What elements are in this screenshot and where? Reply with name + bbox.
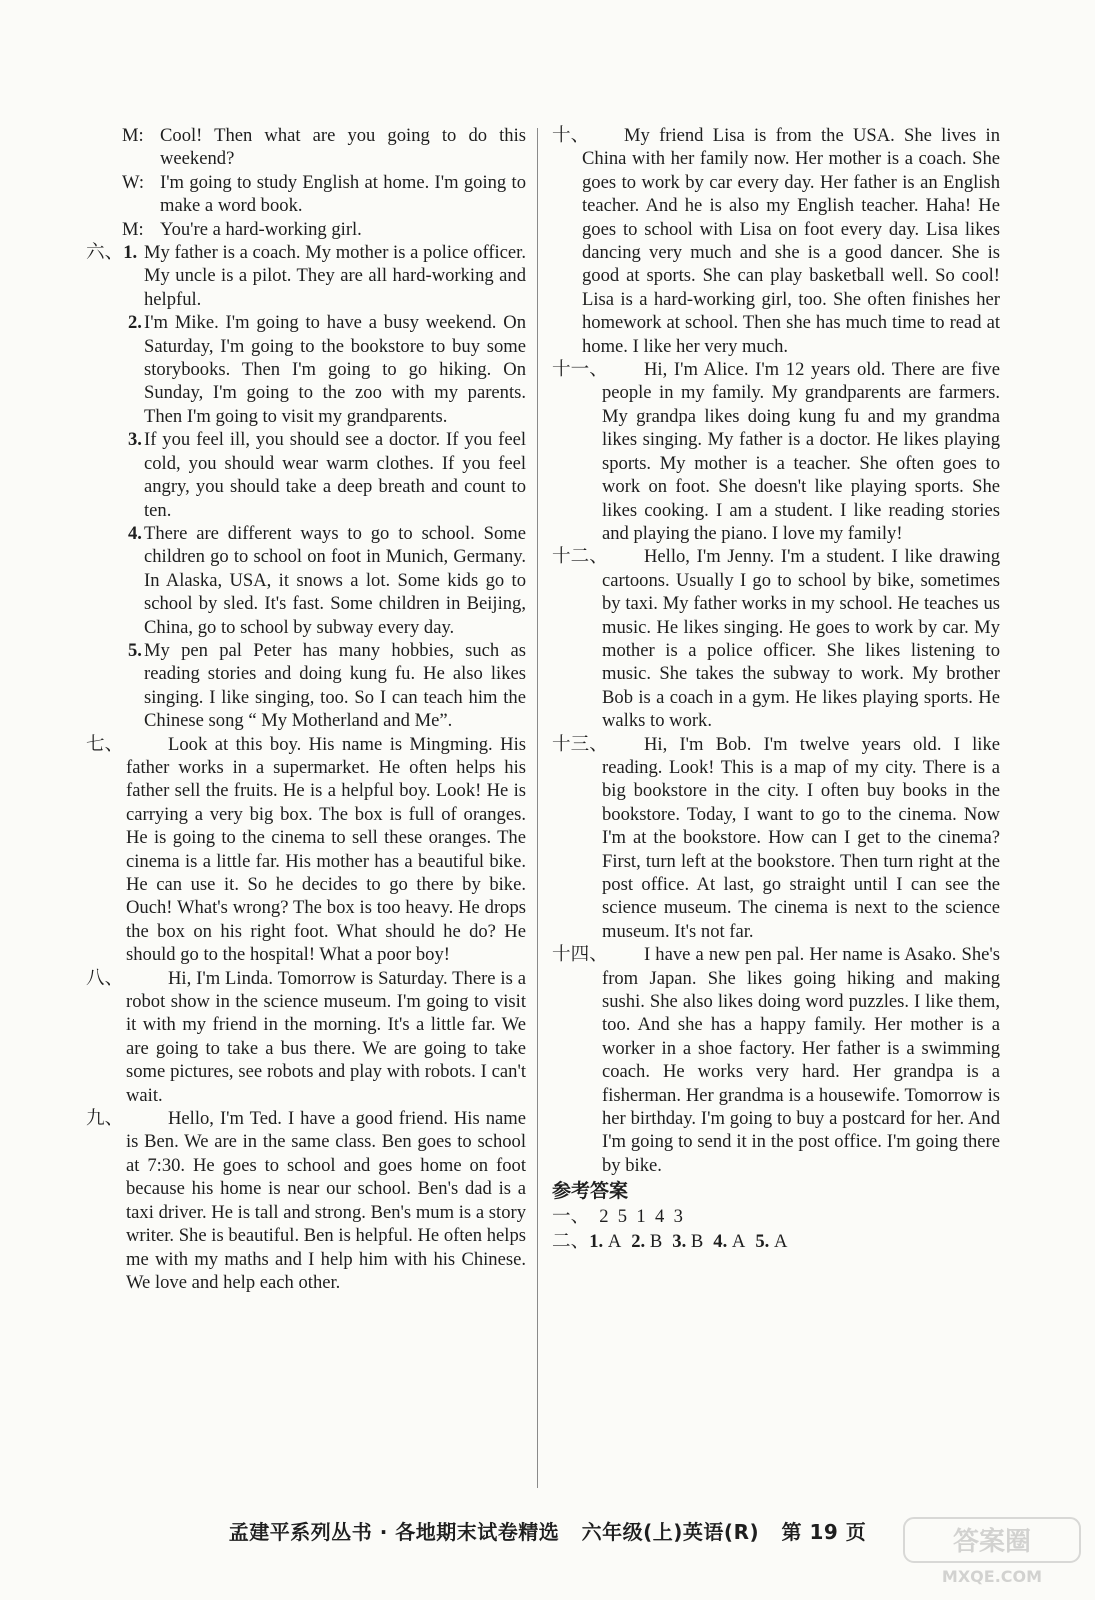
answer-item — [755, 1231, 787, 1252]
item-number: 5. — [128, 639, 142, 661]
section-marker: 十一、 — [552, 359, 608, 381]
passage-text: I have a new pen pal. Her name is Asako. She's from Japan. She likes going hiking and making sushi. She also likes doing word puzzles. I like them, too. And she has a happy family. Her mother is a worker in a shoe factory. Her father is a swimming coach. He works very hard. Her grandpa is a fisherman. Her grandma is a housewife. Tomorrow is her birthday. I'm going to buy a postcard for her. And I'm going to send it in the post office. I'm going there by bike. — [602, 944, 1000, 1176]
section-12 — [552, 545, 1000, 732]
dialogue-text: I'm going to study English at home. I'm going to make a word book. — [160, 171, 526, 217]
dialogue-text: Cool! Then what are you going to do this weekend? — [160, 125, 526, 170]
section-13 — [552, 733, 1000, 944]
section-marker: 十三、 — [552, 733, 608, 755]
section-marker: 六、 — [86, 242, 124, 264]
answer-item — [672, 1231, 703, 1252]
answers-row-2 — [552, 1229, 1000, 1254]
watermark-url: MXQE.COM — [941, 1567, 1043, 1586]
answers-row-1 — [552, 1204, 1000, 1229]
item-number: 1. — [589, 1231, 604, 1253]
section-6-item-1 — [86, 241, 526, 311]
section-marker: 八、 — [86, 967, 124, 989]
dialogue-text: You're a hard-working girl. — [160, 218, 362, 240]
section-marker: 一、 — [552, 1206, 590, 1228]
section-14 — [552, 943, 1000, 1177]
passage-text: Hello, I'm Jenny. I'm a student. I like drawing cartoons. Usually I go to school by bike, sometimes by taxi. My father works in my school. He teaches us music. He likes singing. He goes to work by car. My mother is a police officer. She likes listening to music. She takes the subway to work. My brother Bob is a coach in a gym. He likes playing sports. He walks to work. — [602, 546, 1000, 732]
item-number: 4. — [128, 522, 142, 544]
dialogue-line — [86, 171, 526, 218]
answer-letter: A — [773, 1231, 788, 1253]
left-column — [86, 124, 526, 1294]
section-8 — [86, 967, 526, 1107]
passage-text: My friend Lisa is from the USA. She lives in China with her family now. Her mother is a coach. She goes to work by car every day. Her father is an English teacher. And he is also my English teacher. Haha! He goes to school with Lisa on foot every day. Lisa likes dancing very much and she is a good dancer. She is good at sports. She can play basketball well. So cool! Lisa is a hard-working girl, too. She often finishes her homework at school. Then she has much time to read at home. I like her very much. — [582, 125, 1000, 357]
answer-text: 2 5 1 4 3 — [599, 1206, 683, 1228]
page-footer: 孟建平系列丛书 · 各地期末试卷精选 六年级(上)英语(R) 第 19 页 — [228, 1520, 867, 1544]
section-marker: 七、 — [86, 733, 124, 755]
watermark-logo — [900, 1510, 1085, 1590]
item-number: 1. — [123, 242, 138, 264]
item-text: My pen pal Peter has many hobbies, such as reading stories and doing kung fu. He also likes singing. I like singing, too. So I can teach him the Chinese song “ My Motherland and Me”. — [144, 639, 526, 732]
section-marker: 九、 — [86, 1108, 124, 1130]
answer-item — [713, 1231, 745, 1252]
section-7 — [86, 733, 526, 967]
passage-text: Hello, I'm Ted. I have a good friend. His name is Ben. We are in the same class. Ben goes to school at 7:30. He goes to school and goes home on foot because his home is near our school. Ben's dad is a taxi driver. He is tall and strong. Ben's mum is a story writer. She is beautiful. Ben is helpful. He often helps me with my maths and I help him with his Chinese. We love and help each other. — [126, 1108, 526, 1293]
passage-text: Look at this boy. His name is Mingming. His father works in a supermarket. He often helps his father sell the fruits. He is a helpful boy. Look! He is carrying a very big box. The box is full of oranges. He is going to the cinema to sell these oranges. The cinema is a little far. His mother has a beautiful bike. He can use it. So he decides to go there by bike. Ouch! What's wrong? The box is too heavy. He drops the box on his right foot. What should he do? He should go to the hospital! What a poor boy! — [126, 733, 526, 966]
answer-letter: B — [690, 1231, 704, 1253]
answer-letter: A — [731, 1231, 746, 1253]
item-number: 2. — [631, 1231, 646, 1253]
answers-title: 参考答案 — [552, 1180, 629, 1203]
section-9 — [86, 1107, 526, 1294]
speaker-label: W: — [122, 171, 145, 193]
section-marker: 十、 — [552, 125, 590, 146]
section-6-item-3 — [86, 428, 526, 522]
passage-text: Hi, I'm Bob. I'm twelve years old. I like reading. Look! This is a map of my city. There is a big bookstore in the city. I often buy books in the bookstore. Today, I want to go to the cinema. Now I'm at the bookstore. How can I get to the cinema? First, turn left at the bookstore. Then turn right at the post office. At last, go straight until I can see the science museum. The cinema is next to the science museum. It's not far. — [602, 733, 1000, 942]
item-text: If you feel ill, you should see a doctor. If you feel cold, you should wear warm clothes. If you feel angry, you should take a deep breath and count to ten. — [144, 429, 526, 521]
section-6-item-5 — [86, 639, 526, 733]
item-text: There are different ways to go to school. Some children go to school on foot in Munich, Germany. In Alaska, USA, it snows a lot. Some kids go to school by sled. It's fast. Some children in Beijing, China, go to school by subway every day. — [144, 522, 526, 638]
item-text: I'm Mike. I'm going to have a busy weekend. On Saturday, I'm going to the bookstore to buy some storybooks. Then I'm going to go hiking. On Sunday, I'm going to the zoo with my parents. Then I'm going to visit my grandparents. — [144, 312, 526, 427]
speaker-label: M: — [122, 218, 144, 240]
right-column — [552, 124, 1000, 1254]
watermark-title: 答案圈 — [952, 1527, 1032, 1557]
passage-text: Hi, I'm Alice. I'm 12 years old. There are five people in my family. My grandparents are farmers. My grandpa likes doing kung fu and my grandma likes singing. My father is a doctor. He likes playing sports. My mother is a teacher. She often goes to work on foot. She doesn't like playing sports. She likes cooking. I am a student. I like reading stories and playing the piano. I love my family! — [602, 359, 1000, 544]
item-number: 2. — [128, 312, 142, 334]
item-number: 3. — [672, 1231, 687, 1253]
answer-item — [631, 1231, 662, 1252]
section-marker: 十二、 — [552, 546, 608, 568]
dialogue-line — [86, 218, 526, 241]
section-6-item-2 — [86, 311, 526, 428]
item-number: 5. — [755, 1231, 770, 1253]
answer-letter: B — [649, 1231, 663, 1253]
item-number: 3. — [128, 429, 142, 451]
section-6-item-4 — [86, 522, 526, 639]
passage-text: Hi, I'm Linda. Tomorrow is Saturday. There is a robot show in the science museum. I'm going to visit it with my friend in the morning. It's a little far. We are going to take a bus there. We are going to take some pictures, see robots and play with robots. I can't wait. — [126, 967, 526, 1106]
section-marker: 二、 — [552, 1231, 590, 1253]
section-10 — [552, 124, 1000, 358]
column-divider — [537, 128, 538, 1488]
section-11 — [552, 358, 1000, 545]
item-number: 4. — [713, 1231, 728, 1253]
answer-item — [589, 1231, 621, 1252]
item-text: My father is a coach. My mother is a police officer. My uncle is a pilot. They are all hard-working and helpful. — [144, 242, 526, 310]
speaker-label: M: — [122, 125, 144, 146]
dialogue-line — [86, 124, 526, 171]
section-marker: 十四、 — [552, 944, 608, 966]
answer-letter: A — [607, 1231, 622, 1253]
